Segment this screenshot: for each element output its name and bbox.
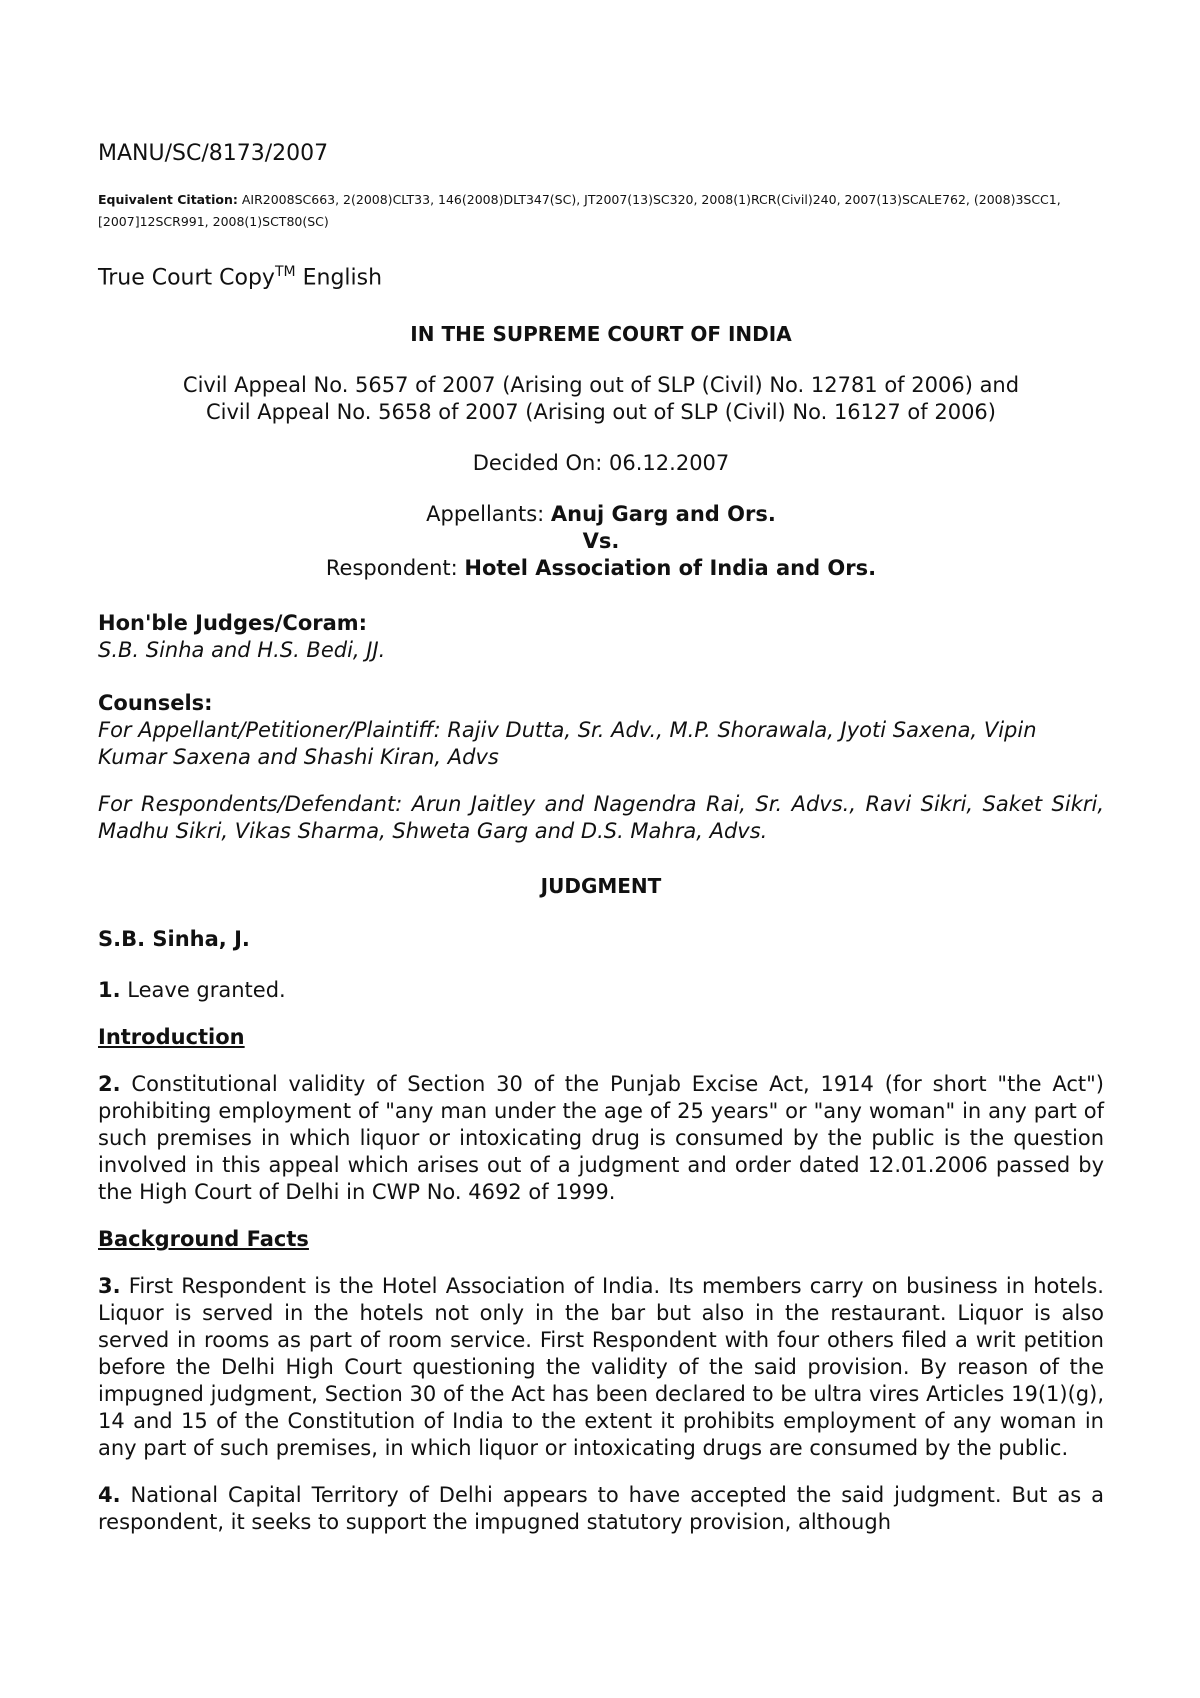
parties (98, 501, 1104, 582)
judgment-author: S.B. Sinha, J. (98, 927, 250, 952)
section-heading-introduction: Introduction (98, 1025, 245, 1050)
appellants-name: Anuj Garg and Ors. (550, 502, 776, 527)
paragraph-1 (98, 977, 1104, 1004)
tcc-label: True Court Copy (98, 265, 275, 291)
citation-text: AIR2008SC663, 2(2008)CLT33, 146(2008)DLT347(SC), JT2007(13)SC320, 2008(1)RCR(Civil)240, 2007(13)SCALE762, (2008)3SCC1, [2007]12SCR991, 2008(1)SCT80(SC) (98, 192, 1061, 229)
trademark-sup: TM (274, 264, 296, 280)
paragraph-2 (98, 1071, 1104, 1206)
paragraph-text: Leave granted. (120, 978, 286, 1003)
coram-heading: Hon'ble Judges/Coram: (98, 611, 368, 636)
counsel-appellant: For Appellant/Petitioner/Plaintiff: Rajiv Dutta, Sr. Adv., M.P. Shorawala, Jyoti Saxena, Vipin Kumar Saxena and Shashi Kiran, Advs (98, 718, 1037, 770)
versus: Vs. (582, 529, 620, 554)
appellants-label: Appellants: (426, 502, 551, 527)
citation-label: Equivalent Citation: (98, 192, 238, 207)
court-name: IN THE SUPREME COURT OF INDIA (410, 322, 792, 347)
paragraph-number: 3. (98, 1274, 121, 1299)
paragraph-number: 4. (98, 1483, 121, 1508)
judgment-title: JUDGMENT (540, 874, 662, 899)
section-heading-background-facts: Background Facts (98, 1227, 309, 1252)
equivalent-citation (98, 189, 1104, 233)
true-court-copy (98, 259, 1104, 291)
appellants-line (98, 501, 1104, 528)
paragraph-text: First Respondent is the Hotel Association of India. Its members carry on business in hotels. Liquor is served in the hotels not only in the bar but also in the restaurant. Liquor is also served in rooms as part of room service. First Respondent with four others filed a writ petition before the Delhi High Court questioning the validity of the said provision. By reason of the impugned judgment, Section 30 of the Act has been declared to be ultra vires Articles 19(1)(g), 14 and 15 of the Constitution of India to the extent it prohibits employment of any woman in any part of such premises, in which liquor or intoxicating drugs are consumed by the public. (98, 1274, 1104, 1461)
counsel-respondent: For Respondents/Defendant: Arun Jaitley and Nagendra Rai, Sr. Advs., Ravi Sikri, Saket Sikri, Madhu Sikri, Vikas Sharma, Shweta Garg and D.S. Mahra, Advs. (98, 792, 1104, 844)
respondent-label: Respondent: (325, 556, 465, 581)
paragraph-4 (98, 1482, 1104, 1536)
paragraph-text: Constitutional validity of Section 30 of the Punjab Excise Act, 1914 (for short "the Act") prohibiting employment of "any man under the age of 25 years" or "any woman" in any part of such premises in which liquor or intoxicating drug is consumed by the public is the question involved in this appeal which arises out of a judgment and order dated 12.01.2006 passed by the High Court of Delhi in CWP No. 4692 of 1999. (98, 1072, 1104, 1205)
coram-block (98, 610, 1104, 664)
paragraph-number: 2. (98, 1072, 121, 1097)
appeal-numbers (98, 372, 1104, 426)
paragraph-text: National Capital Territory of Delhi appears to have accepted the said judgment. But as a respondent, it seeks to support the impugned statutory provision, although (98, 1483, 1104, 1535)
respondent-name: Hotel Association of India and Ors. (464, 556, 877, 581)
counsels-block (98, 690, 1104, 845)
respondent-line (98, 555, 1104, 582)
decided-on: Decided On: 06.12.2007 (472, 451, 730, 476)
coram-judges: S.B. Sinha and H.S. Bedi, JJ. (98, 638, 386, 663)
paragraph-3 (98, 1273, 1104, 1462)
tcc-language: English (295, 265, 383, 291)
counsels-heading: Counsels: (98, 691, 213, 716)
appeal-line-1: Civil Appeal No. 5657 of 2007 (Arising out of SLP (Civil) No. 12781 of 2006) and (182, 373, 1020, 398)
document-content (98, 140, 1104, 1556)
paragraph-number: 1. (98, 978, 121, 1003)
manu-citation: MANU/SC/8173/2007 (98, 141, 329, 166)
appeal-line-2: Civil Appeal No. 5658 of 2007 (Arising out of SLP (Civil) No. 16127 of 2006) (206, 400, 996, 425)
